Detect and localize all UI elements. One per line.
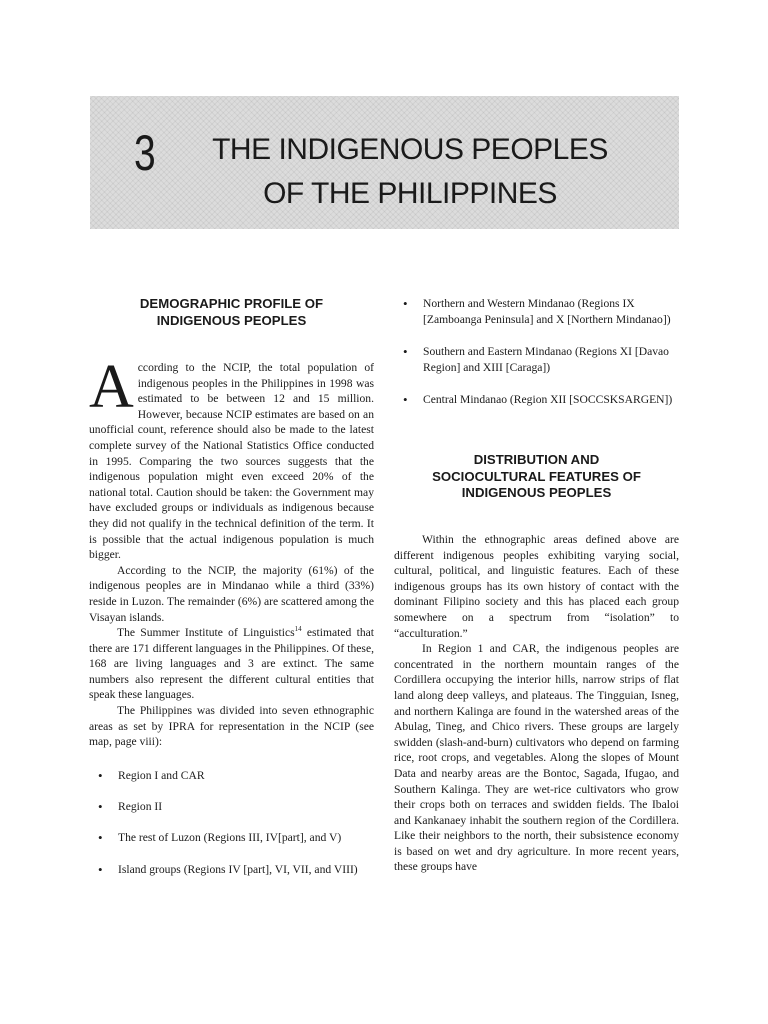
list-item: • Region I and CAR [89, 768, 374, 784]
chapter-title-line1: THE INDIGENOUS PEOPLES [212, 133, 608, 166]
list-item: • Southern and Eastern Mindanao (Regions XI [Davao Region] and XIII [Caraga]) [394, 344, 679, 375]
heading-line: DISTRIBUTION AND [473, 452, 600, 467]
drop-cap: A [89, 353, 134, 421]
section-heading-distribution [394, 452, 679, 502]
paragraph: The Philippines was divided into seven ethnographic areas as set by IPRA for representation in the NCIP (see map, page viii): [89, 704, 374, 749]
section-heading-demographic [89, 296, 374, 329]
right-body [394, 532, 679, 875]
left-body [89, 353, 374, 750]
paragraph [89, 353, 374, 563]
chapter-title [200, 128, 620, 216]
list-item: • Region II [89, 799, 374, 815]
heading-line: INDIGENOUS PEOPLES [461, 485, 612, 500]
list-item: • The rest of Luzon (Regions III, IV[part], and V) [89, 830, 374, 846]
footnote-ref: 14 [294, 625, 302, 634]
paragraph-text: The Summer Institute of Linguistics [117, 626, 295, 640]
paragraph [89, 625, 374, 703]
paragraph-text: ccording to the NCIP, the total population of indigenous peoples in the Philippines in 1998 was estimated to be between 12 and 15 million. However, because NCIP estimates are based on an unofficial count, reference should also be made to the latest complete survey of the National Statistics Office conducted in 1995. Comparing the two sources suggests that the indigenous population might even exceed 20% of the national total. Caution should be taken: the Government may have excluded groups or individuals as indigenous because they did not qualify in the technical definition of the term. It is possible that the actual indigenous population is much bigger. [89, 361, 374, 562]
paragraph: Within the ethnographic areas defined above are different indigenous peoples exhibiting varying social, cultural, political, and linguistic features. Each of these indigenous groups has its own history of contact with the dominant Filipino society and this has placed each group somewhere on a spectrum from “isolation” to “acculturation.” [394, 533, 679, 640]
chapter-title-line2: OF THE PHILIPPINES [263, 177, 557, 210]
list-item: • Island groups (Regions IV [part], VI, VII, and VIII) [89, 862, 374, 878]
paragraph: In Region 1 and CAR, the indigenous peoples are concentrated in the northern mountain ranges of the Cordillera occupying the interior hills, narrow strips of flat land along deep valleys, and plateaus. The Tingguian, Isneg, and northern Kalinga are found in the watershed areas of the Abulag, Tineg, and Chico rivers. These groups are largely swidden (slash-and-burn) cultivators who depend on farming rice, root crops, and vegetables. Along the slopes of Mount Data and nearby areas are the Bontoc, Sagada, Ifugao, and Southern Kalinga. They are wet-rice cultivators who grow their crops both on terraces and swidden fields. The Ibaloi and Kankanaey inhabit the southern region of the Cordillera. Like their neighbors to the north, their subsistence economy is based on wet and dry agriculture. In more recent years, these groups have [394, 642, 679, 874]
heading-line: INDIGENOUS PEOPLES [156, 312, 307, 328]
list-item: • Northern and Western Mindanao (Regions IX [Zamboanga Peninsula] and X [Northern Mindanao]) [394, 296, 679, 327]
paragraph: According to the NCIP, the majority (61%) of the indigenous peoples are in Mindanao while a third (33%) reside in Luzon. The remainder (6%) are scattered among the Visayan islands. [89, 563, 374, 624]
chapter-number: 3 [134, 125, 156, 181]
heading-line: DEMOGRAPHIC PROFILE OF [139, 296, 324, 311]
paragraph-text: estimated that there are 171 different languages in the Philippines. Of these, 168 are living languages and 3 are extinct. The same numbers also represent the different cultural entities that speak these languages. [89, 626, 374, 702]
heading-line: SOCIOCULTURAL FEATURES OF [432, 468, 641, 484]
region-list-right [394, 296, 679, 408]
region-list-left [89, 768, 374, 877]
list-item: • Central Mindanao (Region XII [SOCCSKSARGEN]) [394, 392, 679, 408]
